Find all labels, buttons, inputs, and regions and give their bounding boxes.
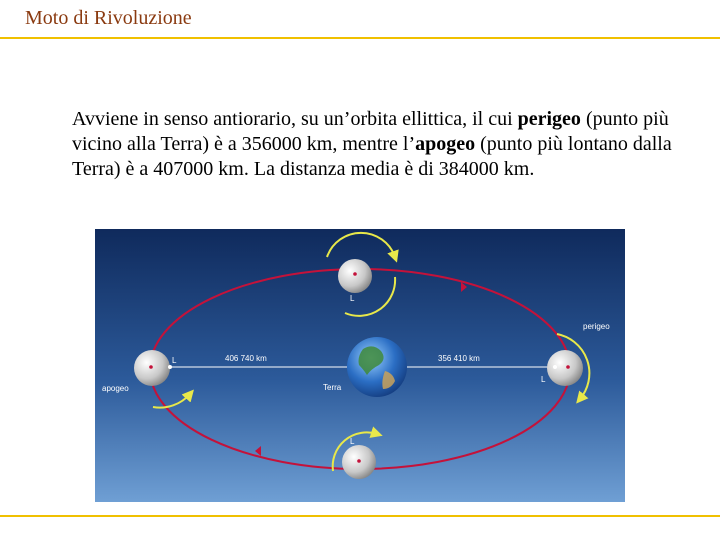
orbit-diagram-svg xyxy=(95,229,625,502)
footer-divider xyxy=(0,515,720,517)
distance-apogeo-label: 406 740 km xyxy=(225,354,267,363)
orbit-diagram xyxy=(95,229,625,502)
apogeo-label: apogeo xyxy=(102,384,129,393)
earth-icon xyxy=(347,337,407,397)
title-divider xyxy=(0,37,720,39)
moon-marker-dot xyxy=(566,365,570,369)
slide-title: Moto di Rivoluzione xyxy=(25,7,192,29)
moon-icon xyxy=(338,259,372,293)
moon-marker-dot xyxy=(353,272,357,276)
description-paragraph xyxy=(72,107,682,182)
title-bar xyxy=(0,0,720,38)
moon-label-bottom: L xyxy=(350,437,355,446)
moon-label-top: L xyxy=(350,294,355,303)
term-apogeo: apogeo xyxy=(415,133,476,155)
moon-label-left: L xyxy=(172,356,177,365)
term-perigeo: perigeo xyxy=(517,108,581,130)
moon-marker-dot xyxy=(149,365,153,369)
perigeo-label: perigeo xyxy=(583,322,610,331)
earth-label: Terra xyxy=(323,383,342,392)
text-segment: (punto più lontano dalla Terra) è a 407000 km. La distanza media è di 384000 km. xyxy=(72,133,672,180)
orbit-point xyxy=(168,365,172,369)
text-segment: (punto più vicino alla Terra) è a 356000 km, mentre l’ xyxy=(72,108,669,155)
orbit-point xyxy=(553,365,557,369)
distance-perigeo-label: 356 410 km xyxy=(438,354,480,363)
moon-label-right: L xyxy=(541,375,546,384)
moon-icon xyxy=(547,350,583,386)
moon-marker-dot xyxy=(357,459,361,463)
text-segment: Avviene in senso antiorario, su un’orbita ellittica, il cui xyxy=(72,108,518,130)
